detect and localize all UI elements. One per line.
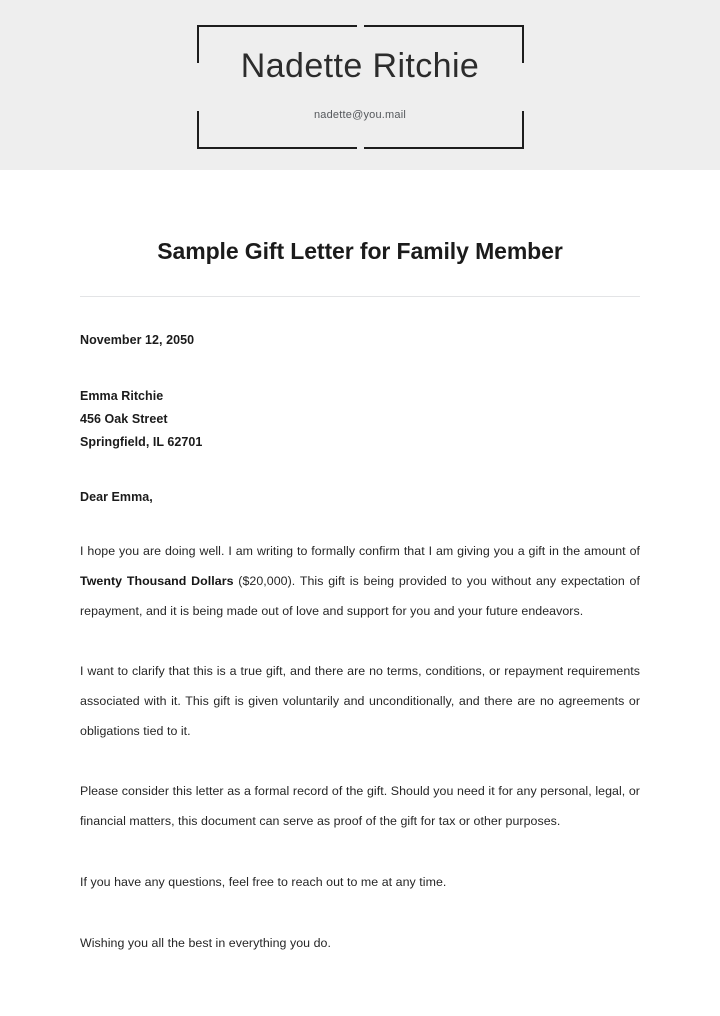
letter-content — [0, 331, 720, 958]
recipient-address-block — [80, 385, 640, 454]
title-divider — [80, 296, 640, 297]
body-paragraph-1 — [80, 536, 640, 626]
letterhead-banner — [0, 0, 720, 170]
body-paragraph-2: I want to clarify that this is a true gift, and there are no terms, conditions, or repayment requirements associated with it. This gift is given voluntarily and unconditionally, and there are no agreements or obligations tied to it. — [80, 664, 640, 738]
body-paragraph-3: Please consider this letter as a formal record of the gift. Should you need it for any personal, legal, or financial matters, this document can serve as proof of the gift for tax or other purposes. — [80, 784, 640, 828]
recipient-city-state-zip: Springfield, IL 62701 — [80, 435, 203, 449]
bracket-frame — [197, 25, 524, 149]
recipient-street: 456 Oak Street — [80, 412, 168, 426]
body-paragraph-4: If you have any questions, feel free to reach out to me at any time. — [80, 875, 447, 889]
sender-email: nadette@you.mail — [313, 109, 407, 121]
gift-amount-emphasis: Twenty Thousand Dollars — [80, 574, 234, 588]
body-paragraph-5: Wishing you all the best in everything you do. — [80, 936, 331, 950]
sender-name: Nadette Ritchie — [240, 47, 480, 85]
recipient-name: Emma Ritchie — [80, 389, 164, 403]
paragraph-1-text-after: ($20,000). This gift is being provided to you without any expectation of repayment, and it is being made out of love and support for you and your future endeavors. — [80, 574, 640, 618]
paragraph-1-text-before: I hope you are doing well. I am writing to formally confirm that I am giving you a gift in the amount of — [80, 544, 640, 558]
page-title: Sample Gift Letter for Family Member — [157, 238, 563, 264]
letter-body — [0, 170, 720, 958]
letter-date: November 12, 2050 — [80, 333, 195, 347]
salutation: Dear Emma, — [80, 490, 153, 504]
